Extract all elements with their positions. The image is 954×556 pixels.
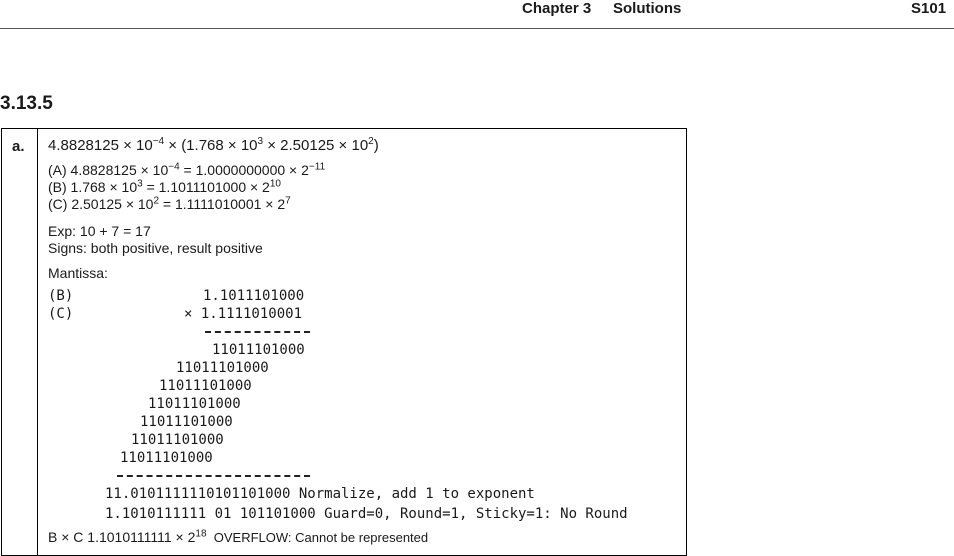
- operand-b-value: 1.1011101000: [203, 288, 305, 304]
- conversion-a: (A) $4.8828125 \times 10^{-4} = 1.0000000000 \times 2^{-11}$: [48, 161, 326, 178]
- dashed-rule: [117, 475, 310, 477]
- partial-product: 11011101000: [176, 360, 269, 376]
- problem-expression: $4.8828125 \times 10^{-4} \times (1.768 \times 10^3 \times 2.50125 \times 10^2)$: [48, 136, 379, 154]
- conversion-c: (C) $2.50125 \times 10^2 = 1.1111010001 \times 2^7$: [48, 195, 291, 212]
- column-divider: [37, 129, 38, 555]
- final-result: B × C $1.1010111111 \times 2^{18}$ OVERFLOW: Cannot be represented: [48, 528, 429, 545]
- operand-c-value: × 1.1111010001: [184, 306, 303, 322]
- partial-product: 11011101000: [131, 432, 224, 448]
- header-title: Solutions: [613, 0, 682, 17]
- part-label: a.: [12, 138, 25, 155]
- solution-box: [1, 128, 687, 556]
- partial-product: 11011101000: [212, 342, 305, 358]
- page-number: S101: [911, 0, 947, 17]
- conversion-b: (B) $1.768 \times 10^3 = 1.1011101000 \times 2^{10}$: [48, 178, 281, 195]
- partial-product: 11011101000: [148, 396, 241, 412]
- operand-b-label: (B): [48, 288, 74, 304]
- signs-line: Signs: both positive, result positive: [48, 240, 263, 256]
- partial-product: 11011101000: [140, 414, 233, 430]
- chapter-label: Chapter 3: [522, 0, 592, 17]
- normalized-product: 1.1010111111 01 101101000 Guard=0, Round=1, Sticky=1: No Round: [105, 506, 628, 522]
- partial-product: 11011101000: [159, 378, 252, 394]
- operand-c-label: (C): [48, 306, 74, 322]
- exponent-line: Exp: 10 + 7 = 17: [48, 223, 151, 239]
- section-heading: 3.13.5: [0, 93, 53, 114]
- raw-product: 11.0101111110101101000 Normalize, add 1 to exponent: [105, 486, 535, 502]
- header-rule: [0, 28, 954, 29]
- partial-product: 11011101000: [120, 450, 213, 466]
- dashed-rule: [205, 331, 310, 333]
- mantissa-label: Mantissa:: [48, 265, 108, 281]
